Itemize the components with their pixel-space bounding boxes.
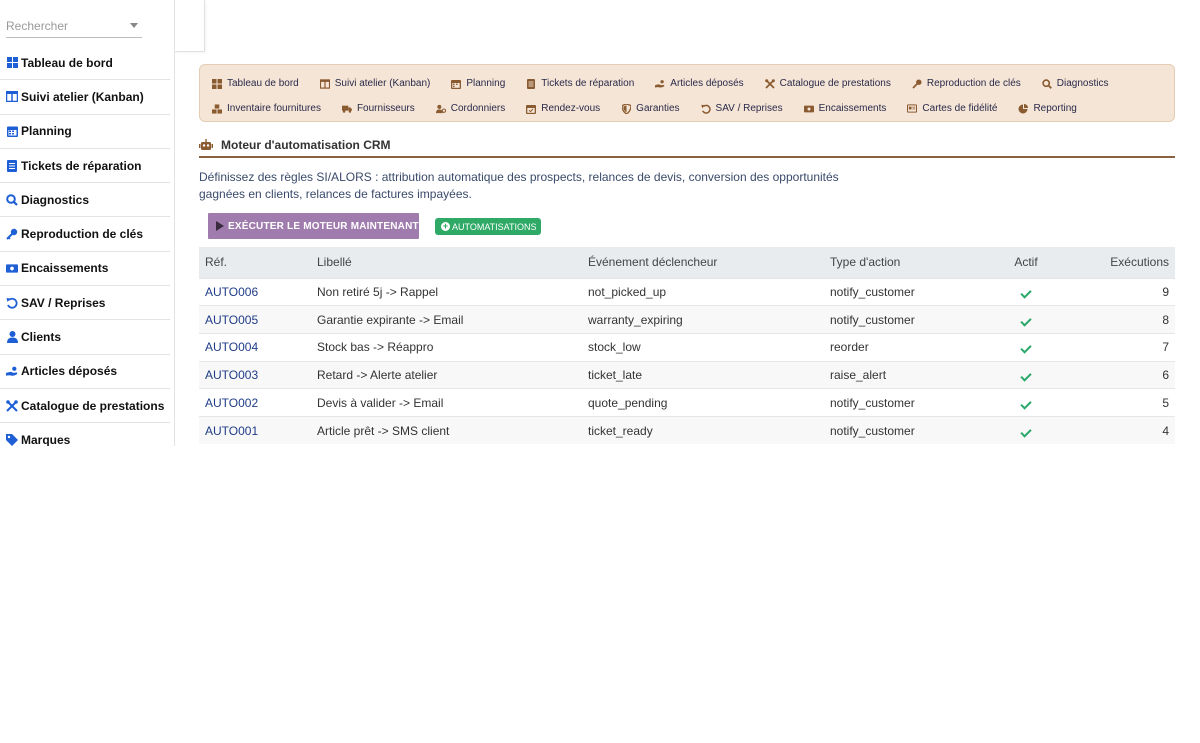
cell-active bbox=[982, 278, 1070, 306]
cell-executions: 5 bbox=[1070, 389, 1175, 417]
cell-executions: 4 bbox=[1070, 416, 1175, 444]
grid-icon bbox=[6, 57, 18, 69]
column-header-label[interactable]: Libellé bbox=[311, 247, 582, 278]
plus-circle-icon: + bbox=[442, 221, 449, 231]
file-list-icon bbox=[6, 160, 18, 172]
key-icon bbox=[6, 228, 18, 240]
search-select[interactable] bbox=[6, 16, 142, 38]
sidebar-item-label: Diagnostics bbox=[21, 192, 90, 207]
check-icon bbox=[1020, 398, 1031, 409]
sidebar-item-label: Suivi atelier (Kanban) bbox=[21, 89, 144, 104]
undo-icon bbox=[6, 297, 18, 309]
page-title: Moteur d'automatisation CRM bbox=[221, 138, 391, 152]
search-input[interactable] bbox=[6, 16, 124, 33]
quick-nav bbox=[199, 64, 1175, 122]
cell-label: Garantie expirante -> Email bbox=[311, 306, 582, 334]
search-icon bbox=[6, 194, 18, 206]
quick-link-garanties[interactable] bbox=[621, 103, 679, 114]
sidebar-item-diagnostics[interactable] bbox=[0, 183, 170, 217]
quick-link-label: Encaissements bbox=[818, 103, 887, 114]
automations-table bbox=[199, 247, 1175, 444]
undo-icon bbox=[701, 104, 711, 114]
cell-active bbox=[982, 361, 1070, 389]
sidebar-menu bbox=[0, 46, 170, 446]
quick-link-diagnostics[interactable] bbox=[1042, 78, 1109, 89]
quick-link-planning[interactable] bbox=[451, 78, 505, 89]
calendar-check-icon bbox=[526, 104, 536, 114]
cell-event: ticket_late bbox=[582, 361, 824, 389]
quick-link-label: Tickets de réparation bbox=[541, 78, 635, 89]
cell-event: quote_pending bbox=[582, 389, 824, 417]
chevron-down-icon[interactable] bbox=[130, 23, 138, 28]
sidebar-item-label: SAV / Reprises bbox=[21, 295, 106, 310]
automations-button-label: AUTOMATISATIONS bbox=[452, 221, 537, 232]
robot-icon bbox=[199, 139, 213, 151]
cell-action: notify_customer bbox=[824, 278, 982, 306]
sidebar-item-label: Clients bbox=[21, 330, 62, 345]
quick-link-label: Suivi atelier (Kanban) bbox=[334, 78, 431, 89]
section-description: Définissez des règles SI/ALORS : attribution automatique des prospects, relances de devis, conversion des opportunités gagnées en clients, relances de factures impayées. bbox=[199, 170, 839, 201]
sidebar-item-marques[interactable] bbox=[0, 423, 170, 446]
cell-ref[interactable]: AUTO003 bbox=[199, 361, 311, 389]
quick-link-tableau-de-bord[interactable] bbox=[212, 78, 299, 89]
cell-event: warranty_expiring bbox=[582, 306, 824, 334]
calendar-icon bbox=[6, 125, 18, 137]
automations-button[interactable] bbox=[435, 218, 541, 235]
quick-link-label: SAV / Reprises bbox=[715, 103, 783, 114]
quick-link-sav-reprises[interactable] bbox=[701, 103, 783, 114]
pie-chart-icon bbox=[1018, 104, 1028, 114]
money-icon bbox=[6, 262, 18, 274]
quick-nav-row bbox=[212, 71, 1166, 96]
table-row[interactable] bbox=[199, 361, 1175, 389]
quick-link-label: Garanties bbox=[636, 103, 680, 114]
table-row[interactable] bbox=[199, 333, 1175, 361]
quick-nav-row bbox=[212, 96, 1166, 121]
cell-action: notify_customer bbox=[824, 416, 982, 444]
cell-label: Devis à valider -> Email bbox=[311, 389, 582, 417]
user-icon bbox=[6, 331, 18, 343]
sidebar-item-label: Articles déposés bbox=[21, 364, 118, 379]
sidebar-item-encaissements[interactable] bbox=[0, 252, 170, 286]
grid-icon bbox=[212, 79, 222, 89]
quick-link-reproduction-cles[interactable] bbox=[912, 78, 1021, 89]
cell-active bbox=[982, 389, 1070, 417]
check-icon bbox=[1020, 343, 1031, 354]
column-header-executions[interactable]: Exécutions bbox=[1070, 247, 1175, 278]
quick-link-label: Tableau de bord bbox=[227, 78, 299, 89]
sidebar-item-clients[interactable] bbox=[0, 320, 170, 354]
table-row[interactable] bbox=[199, 416, 1175, 444]
sidebar-item-label: Encaissements bbox=[21, 261, 109, 276]
cell-executions: 7 bbox=[1070, 333, 1175, 361]
check-icon bbox=[1020, 315, 1031, 326]
column-header-action[interactable]: Type d'action bbox=[824, 247, 982, 278]
cell-action: reorder bbox=[824, 333, 982, 361]
cell-ref[interactable]: AUTO004 bbox=[199, 333, 311, 361]
cell-event: not_picked_up bbox=[582, 278, 824, 306]
quick-link-encaissements[interactable] bbox=[804, 103, 887, 114]
sidebar-item-label: Marques bbox=[21, 432, 71, 446]
sidebar bbox=[0, 0, 175, 446]
tag-icon bbox=[6, 434, 18, 446]
truck-icon bbox=[342, 104, 352, 114]
sidebar-item-reproduction-cles[interactable] bbox=[0, 217, 170, 251]
card-icon bbox=[907, 104, 917, 114]
quick-link-label: Cordonniers bbox=[450, 103, 506, 114]
sidebar-item-planning[interactable] bbox=[0, 115, 170, 149]
cell-ref[interactable]: AUTO001 bbox=[199, 416, 311, 444]
header-corner bbox=[175, 0, 205, 52]
cell-ref[interactable]: AUTO006 bbox=[199, 278, 311, 306]
sidebar-item-tickets[interactable] bbox=[0, 149, 170, 183]
run-engine-button-label: EXÉCUTER LE MOTEUR MAINTENANT bbox=[228, 220, 419, 232]
column-header-event[interactable]: Événement déclencheur bbox=[582, 247, 824, 278]
column-header-ref[interactable]: Réf. bbox=[199, 247, 311, 278]
quick-link-cordonniers[interactable] bbox=[436, 103, 505, 114]
table-row[interactable] bbox=[199, 306, 1175, 334]
quick-link-tickets[interactable] bbox=[526, 78, 634, 89]
sidebar-item-label: Tickets de réparation bbox=[21, 158, 142, 173]
play-icon bbox=[216, 221, 224, 231]
columns-icon bbox=[320, 79, 330, 89]
quick-link-inventaire[interactable] bbox=[212, 103, 321, 114]
table-row[interactable] bbox=[199, 278, 1175, 306]
check-icon bbox=[1020, 370, 1031, 381]
quick-link-label: Reproduction de clés bbox=[926, 78, 1021, 89]
sidebar-item-label: Planning bbox=[21, 124, 72, 139]
column-header-active[interactable]: Actif bbox=[982, 247, 1070, 278]
cell-executions: 6 bbox=[1070, 361, 1175, 389]
columns-icon bbox=[6, 91, 18, 103]
cell-ref[interactable]: AUTO005 bbox=[199, 306, 311, 334]
quick-link-suivi-atelier[interactable] bbox=[320, 78, 431, 89]
cell-action: raise_alert bbox=[824, 361, 982, 389]
cell-label: Article prêt -> SMS client bbox=[311, 416, 582, 444]
shield-icon bbox=[621, 104, 631, 114]
search-icon bbox=[1042, 79, 1052, 89]
quick-link-label: Inventaire fournitures bbox=[227, 103, 321, 114]
sidebar-item-catalogue[interactable] bbox=[0, 389, 170, 423]
money-icon bbox=[804, 104, 814, 114]
cell-label: Retard -> Alerte atelier bbox=[311, 361, 582, 389]
check-icon bbox=[1020, 287, 1031, 298]
sidebar-item-articles-deposes[interactable] bbox=[0, 355, 170, 389]
sidebar-item-label: Catalogue de prestations bbox=[21, 398, 165, 413]
cell-event: stock_low bbox=[582, 333, 824, 361]
hand-icon bbox=[6, 365, 18, 377]
quick-link-label: Reporting bbox=[1033, 103, 1077, 114]
quick-link-label: Rendez-vous bbox=[541, 103, 601, 114]
hand-icon bbox=[655, 79, 665, 89]
cell-event: ticket_ready bbox=[582, 416, 824, 444]
cell-active bbox=[982, 333, 1070, 361]
sidebar-item-suivi-atelier[interactable] bbox=[0, 80, 170, 114]
quick-link-label: Articles déposés bbox=[670, 78, 744, 89]
quick-link-catalogue[interactable] bbox=[765, 78, 891, 89]
cell-executions: 8 bbox=[1070, 306, 1175, 334]
quick-link-reporting[interactable] bbox=[1018, 103, 1076, 114]
cell-active bbox=[982, 416, 1070, 444]
sidebar-item-sav-reprises[interactable] bbox=[0, 286, 170, 320]
boxes-icon bbox=[212, 104, 222, 114]
quick-link-label: Fournisseurs bbox=[356, 103, 415, 114]
quick-link-label: Cartes de fidélité bbox=[922, 103, 998, 114]
sidebar-item-tableau-de-bord[interactable] bbox=[0, 46, 170, 80]
table-header-row bbox=[199, 247, 1175, 278]
key-icon bbox=[912, 79, 922, 89]
cell-action: notify_customer bbox=[824, 306, 982, 334]
file-list-icon bbox=[526, 79, 536, 89]
quick-link-label: Diagnostics bbox=[1056, 78, 1109, 89]
cell-executions: 9 bbox=[1070, 278, 1175, 306]
user-gear-icon bbox=[436, 104, 446, 114]
quick-link-label: Catalogue de prestations bbox=[779, 78, 891, 89]
cell-label: Stock bas -> Réappro bbox=[311, 333, 582, 361]
sidebar-item-label: Tableau de bord bbox=[21, 55, 113, 70]
quick-link-articles-deposes[interactable] bbox=[655, 78, 743, 89]
cell-active bbox=[982, 306, 1070, 334]
tools-icon bbox=[6, 400, 18, 412]
quick-link-fournisseurs[interactable] bbox=[342, 103, 415, 114]
section-header bbox=[199, 134, 1175, 158]
calendar-icon bbox=[451, 79, 461, 89]
sidebar-item-label: Reproduction de clés bbox=[21, 227, 144, 242]
cell-ref[interactable]: AUTO002 bbox=[199, 389, 311, 417]
cell-action: notify_customer bbox=[824, 389, 982, 417]
quick-link-cartes-fidelite[interactable] bbox=[907, 103, 997, 114]
quick-link-label: Planning bbox=[466, 78, 506, 89]
tools-icon bbox=[765, 79, 775, 89]
run-engine-button[interactable] bbox=[208, 213, 419, 239]
cell-label: Non retiré 5j -> Rappel bbox=[311, 278, 582, 306]
quick-link-rendez-vous[interactable] bbox=[526, 103, 600, 114]
table-row[interactable] bbox=[199, 389, 1175, 417]
check-icon bbox=[1020, 426, 1031, 437]
